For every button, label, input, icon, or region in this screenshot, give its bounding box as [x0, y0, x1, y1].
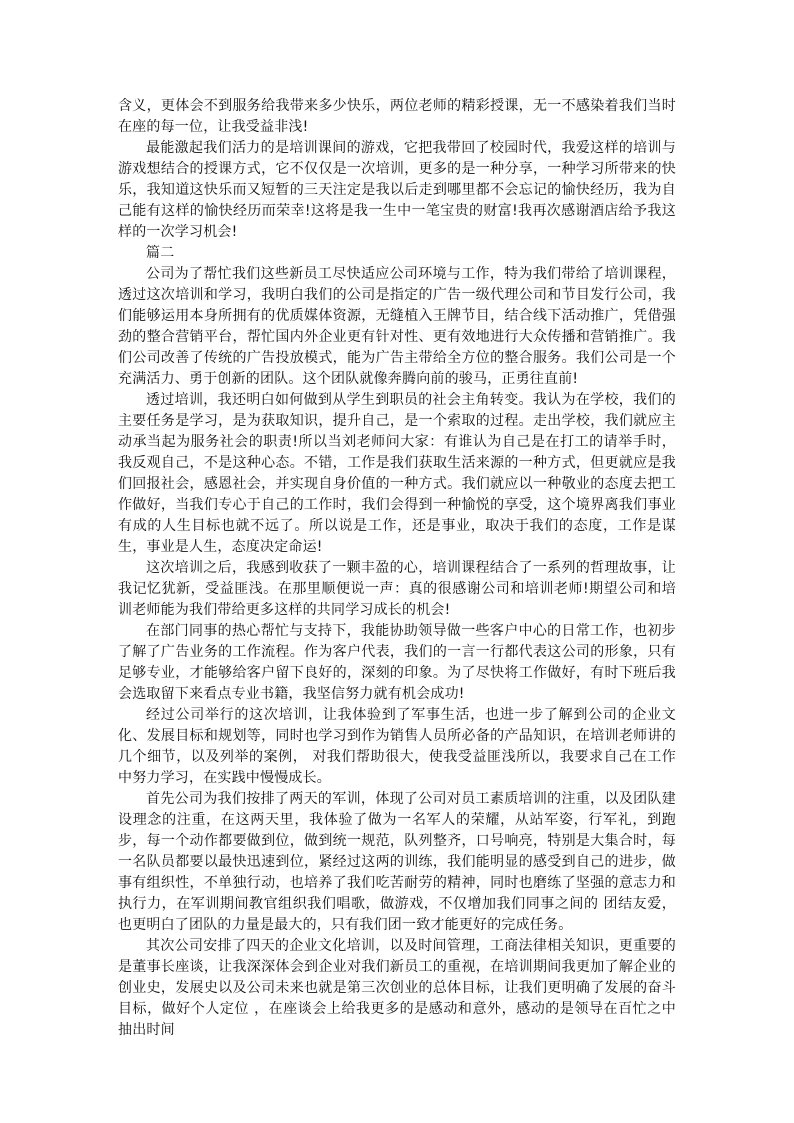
section-heading: 篇二 — [146, 245, 175, 261]
paragraph-9: 其次公司安排了四天的企业文化培训，以及时间管理，工商法律相关知识，更重要的是董事长座谈，让我深深体会到企业对我们新员工的重视，在培训期间我更加了解企业的创业史，发展史以及公司未来也就是第三次创业的总体目标，让我们更明确了发展的奋斗目标，做好个人定位 ，在座谈会上给我更多的是感动和意外，感动的是领导在百忙之中抽出时间 — [118, 938, 676, 1038]
paragraph-8: 首先公司为我们按排了两天的军训，体现了公司对员工素质培训的注重，以及团队建设理念的注重，在这两天里，我体验了做为一名军人的荣耀，从站军姿，行军礼，到跑步，每一个动作都要做到位，做到统一规范，队列整齐，口号响亮，特别是大集合时，每一名队员都要以最快迅速到位，紧经过这两的训练，我们能明显的感受到自己的进步，做事有组织性，不单独行动，也培养了我们吃苦耐劳的精神，同时也磨练了坚强的意志力和执行力，在军训期间教官组织我们唱歌，做游戏，不仅增加我们同事之间的 团结友爱，也更明白了团队的力量是最大的，只有我们团一致才能更好的完成任务。 — [118, 791, 676, 933]
paragraph-2: 最能激起我们活力的是培训课间的游戏，它把我带回了校园时代，我爱这样的培训与游戏想结合的授课方式，它不仅仅是一次培训，更多的是一种分享，一种学习所带来的快乐，我知道这快乐而又短暂的三天注定是我以后走到哪里都不会忘记的愉快经历，我为自己能有这样的愉快经历而荣幸!这将是我一生中一笔宝贵的财富!我再次感谢酒店给予我这样的一次学习机会! — [118, 140, 676, 240]
paragraph-3: 公司为了帮忙我们这些新员工尽快适应公司环境与工作，特为我们带给了培训课程，透过这次培训和学习，我明白我们的公司是指定的广告一级代理公司和节目发行公司，我们能够运用本身所拥有的优质媒体资源，无缝植入王牌节目，结合线下活动推广，凭借强劲的整合营销平台，帮忙国内外企业更有针对性、更有效地进行大众传播和营销推广。我们公司改善了传统的广告投放模式，能为广告主带给全方位的整合服务。我们公司是一个充满活力、勇于创新的团队。这个团队就像奔腾向前的骏马，正勇往直前! — [118, 266, 676, 387]
paragraph-1: 含义，更体会不到服务给我带来多少快乐，两位老师的精彩授课，无一不感染着我们当时在座的每一位，让我受益非浅! — [118, 98, 676, 135]
paragraph-4: 透过培训，我还明白如何做到从学生到职员的社会主角转变。我认为在学校，我们的主要任务是学习，是为获取知识，提升自己，是一个索取的过程。走出学校，我们就应主动承当起为服务社会的职责!所以当刘老师问大家：有谁认为自己是在打工的请举手时，我反观自己，不是这种心态。不错，工作是我们获取生活来源的一种方式，但更就应是我们回报社会，感恩社会，并实现自身价值的一种方式。我们就应以一种敬业的态度去把工作做好，当我们专心于自己的工作时，我们会得到一种愉悦的享受，这个境界离我们事业有成的人生目标也就不远了。所以说是工作，还是事业，取决于我们的态度，工作是谋生，事业是人生，态度决定命运! — [118, 392, 676, 555]
document-body — [118, 96, 676, 1041]
paragraph-5: 这次培训之后，我感到收获了一颗丰盈的心，培训课程结合了一系列的哲理故事，让我记忆犹新，受益匪浅。在那里顺便说一声：真的很感谢公司和培训老师!期望公司和培训老师能为我们带给更多这样的共同学习成长的机会! — [118, 560, 676, 618]
paragraph-7: 经过公司举行的这次培训，让我体验到了军事生活，也进一步了解到公司的企业文化、发展目标和规划等，同时也学习到作为销售人员所必备的产品知识，在培训老师讲的几个细节，以及列举的案例， 对我们帮助很大，使我受益匪浅所以，我要求自己在工作中努力学习，在实践中慢慢成长。 — [118, 707, 676, 786]
paragraph-6: 在部门同事的热心帮忙与支持下，我能协助领导做一些客户中心的日常工作，也初步了解了广告业务的工作流程。作为客户代表，我们的一言一行都代表这公司的形象，只有足够专业，才能够给客户留下良好的，深刻的印象。为了尽快将工作做好，有时下班后我会选取留下来看点专业书籍，我坚信努力就有机会成功! — [118, 623, 676, 702]
